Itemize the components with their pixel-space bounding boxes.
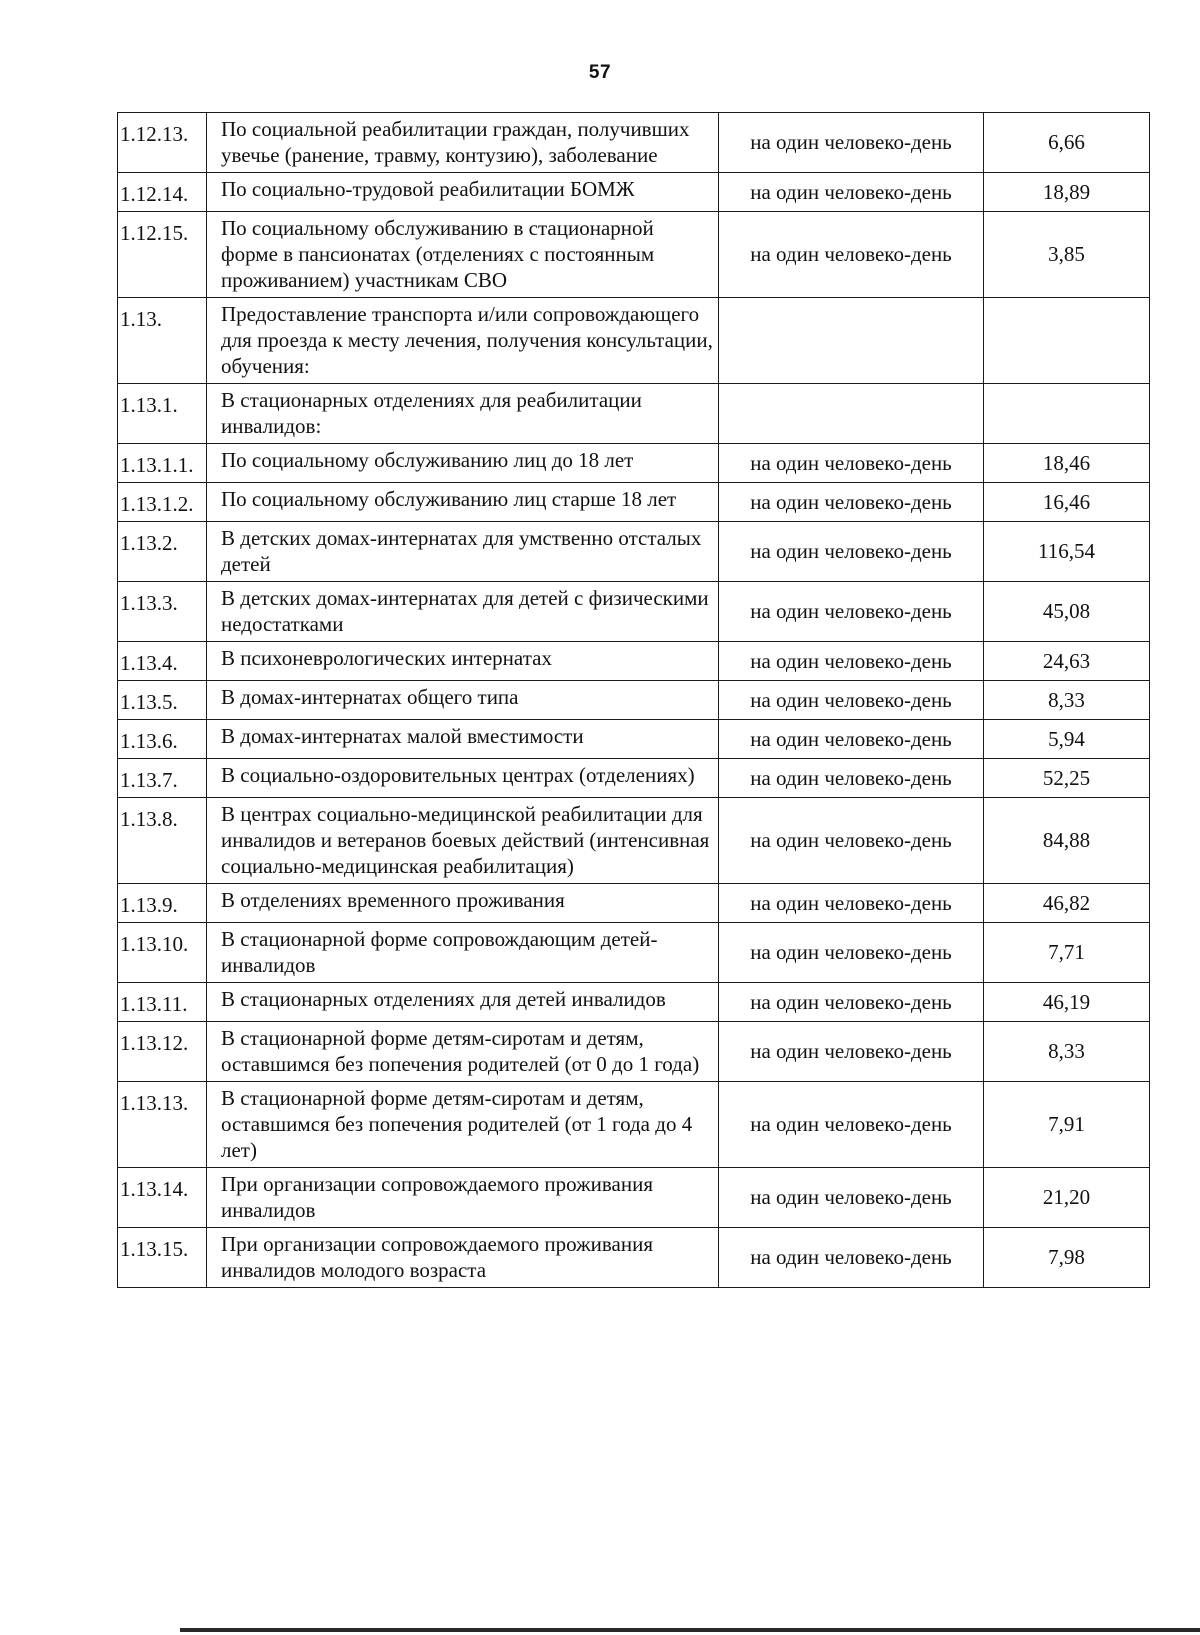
service-name: В стационарной форме детям-сиротам и детям, оставшимся без попечения родителей (от 0 до 1 года) [207, 1022, 719, 1082]
tariff-value: 3,85 [984, 212, 1150, 298]
unit-of-measure: на один человеко-день [719, 983, 984, 1022]
table-row [118, 642, 1150, 681]
service-name: По социальному обслуживанию лиц старше 18 лет [207, 483, 719, 522]
tariff-value: 46,82 [984, 884, 1150, 923]
item-code: 1.13.1. [118, 384, 207, 444]
unit-of-measure: на один человеко-день [719, 113, 984, 173]
unit-of-measure: на один человеко-день [719, 582, 984, 642]
service-name: В отделениях временного проживания [207, 884, 719, 923]
tariff-value: 46,19 [984, 983, 1150, 1022]
item-code: 1.12.13. [118, 113, 207, 173]
unit-of-measure: на один человеко-день [719, 681, 984, 720]
tariff-value: 8,33 [984, 1022, 1150, 1082]
tariff-value: 7,91 [984, 1082, 1150, 1168]
tariff-value [984, 298, 1150, 384]
service-name: В стационарной форме детям-сиротам и детям, оставшимся без попечения родителей (от 1 года до 4 лет) [207, 1082, 719, 1168]
item-code: 1.13.5. [118, 681, 207, 720]
service-name: При организации сопровождаемого проживания инвалидов [207, 1168, 719, 1228]
item-code: 1.13.14. [118, 1168, 207, 1228]
tariff-value [984, 384, 1150, 444]
table-row [118, 582, 1150, 642]
unit-of-measure: на один человеко-день [719, 1168, 984, 1228]
table-row [118, 173, 1150, 212]
table-row [118, 983, 1150, 1022]
table-row [118, 798, 1150, 884]
item-code: 1.13.7. [118, 759, 207, 798]
table-row [118, 1168, 1150, 1228]
tariff-value: 21,20 [984, 1168, 1150, 1228]
tariff-value: 18,46 [984, 444, 1150, 483]
page-number: 57 [588, 62, 612, 83]
unit-of-measure: на один человеко-день [719, 720, 984, 759]
service-name: При организации сопровождаемого проживания инвалидов молодого возраста [207, 1228, 719, 1288]
service-name: В детских домах-интернатах для умственно отсталых детей [207, 522, 719, 582]
service-name: В центрах социально-медицинской реабилитации для инвалидов и ветеранов боевых действий (интенсивная социально-медицинская реабилитация) [207, 798, 719, 884]
unit-of-measure: на один человеко-день [719, 884, 984, 923]
tariff-value: 5,94 [984, 720, 1150, 759]
item-code: 1.13.9. [118, 884, 207, 923]
table-row [118, 298, 1150, 384]
service-name: В стационарных отделениях для реабилитации инвалидов: [207, 384, 719, 444]
table-row [118, 1082, 1150, 1168]
item-code: 1.13.10. [118, 923, 207, 983]
unit-of-measure: на один человеко-день [719, 1022, 984, 1082]
unit-of-measure: на один человеко-день [719, 444, 984, 483]
unit-of-measure: на один человеко-день [719, 173, 984, 212]
service-name: В детских домах-интернатах для детей с физическими недостатками [207, 582, 719, 642]
tariff-value: 24,63 [984, 642, 1150, 681]
item-code: 1.13.2. [118, 522, 207, 582]
tariff-value: 18,89 [984, 173, 1150, 212]
item-code: 1.13. [118, 298, 207, 384]
table-row [118, 212, 1150, 298]
service-name: По социально-трудовой реабилитации БОМЖ [207, 173, 719, 212]
tariff-value: 6,66 [984, 113, 1150, 173]
item-code: 1.13.11. [118, 983, 207, 1022]
tariff-value: 116,54 [984, 522, 1150, 582]
service-name: По социальной реабилитации граждан, получивших увечье (ранение, травму, контузию), заболевание [207, 113, 719, 173]
item-code: 1.13.4. [118, 642, 207, 681]
service-name: В стационарных отделениях для детей инвалидов [207, 983, 719, 1022]
unit-of-measure: на один человеко-день [719, 1228, 984, 1288]
item-code: 1.13.12. [118, 1022, 207, 1082]
unit-of-measure: на один человеко-день [719, 522, 984, 582]
item-code: 1.13.1.1. [118, 444, 207, 483]
tariff-value: 84,88 [984, 798, 1150, 884]
item-code: 1.13.15. [118, 1228, 207, 1288]
table-row [118, 720, 1150, 759]
unit-of-measure: на один человеко-день [719, 483, 984, 522]
table-row [118, 522, 1150, 582]
table-row [118, 1022, 1150, 1082]
table-row [118, 681, 1150, 720]
tariff-value: 45,08 [984, 582, 1150, 642]
table-row [118, 759, 1150, 798]
item-code: 1.12.14. [118, 173, 207, 212]
item-code: 1.13.3. [118, 582, 207, 642]
unit-of-measure: на один человеко-день [719, 759, 984, 798]
scan-bottom-edge [180, 1628, 1200, 1632]
unit-of-measure: на один человеко-день [719, 923, 984, 983]
unit-of-measure [719, 298, 984, 384]
service-name: По социальному обслуживанию в стационарной форме в пансионатах (отделениях с постоянным проживанием) участникам СВО [207, 212, 719, 298]
table-row [118, 483, 1150, 522]
service-name: В психоневрологических интернатах [207, 642, 719, 681]
service-name: В домах-интернатах малой вместимости [207, 720, 719, 759]
tariff-value: 16,46 [984, 483, 1150, 522]
table-row [118, 884, 1150, 923]
service-name: В домах-интернатах общего типа [207, 681, 719, 720]
item-code: 1.13.8. [118, 798, 207, 884]
tariff-value: 52,25 [984, 759, 1150, 798]
tariff-value: 7,71 [984, 923, 1150, 983]
table-row [118, 384, 1150, 444]
service-name: В стационарной форме сопровождающим детей-инвалидов [207, 923, 719, 983]
unit-of-measure: на один человеко-день [719, 798, 984, 884]
tariff-value: 8,33 [984, 681, 1150, 720]
item-code: 1.12.15. [118, 212, 207, 298]
item-code: 1.13.13. [118, 1082, 207, 1168]
unit-of-measure: на один человеко-день [719, 642, 984, 681]
unit-of-measure: на один человеко-день [719, 212, 984, 298]
item-code: 1.13.1.2. [118, 483, 207, 522]
table-row [118, 444, 1150, 483]
unit-of-measure [719, 384, 984, 444]
table-row [118, 923, 1150, 983]
item-code: 1.13.6. [118, 720, 207, 759]
tariff-table [117, 112, 1150, 1288]
service-name: По социальному обслуживанию лиц до 18 лет [207, 444, 719, 483]
tariff-value: 7,98 [984, 1228, 1150, 1288]
table-row [118, 113, 1150, 173]
service-name: Предоставление транспорта и/или сопровождающего для проезда к месту лечения, получения консультации, обучения: [207, 298, 719, 384]
table-body [118, 113, 1150, 1288]
service-name: В социально-оздоровительных центрах (отделениях) [207, 759, 719, 798]
table-row [118, 1228, 1150, 1288]
unit-of-measure: на один человеко-день [719, 1082, 984, 1168]
